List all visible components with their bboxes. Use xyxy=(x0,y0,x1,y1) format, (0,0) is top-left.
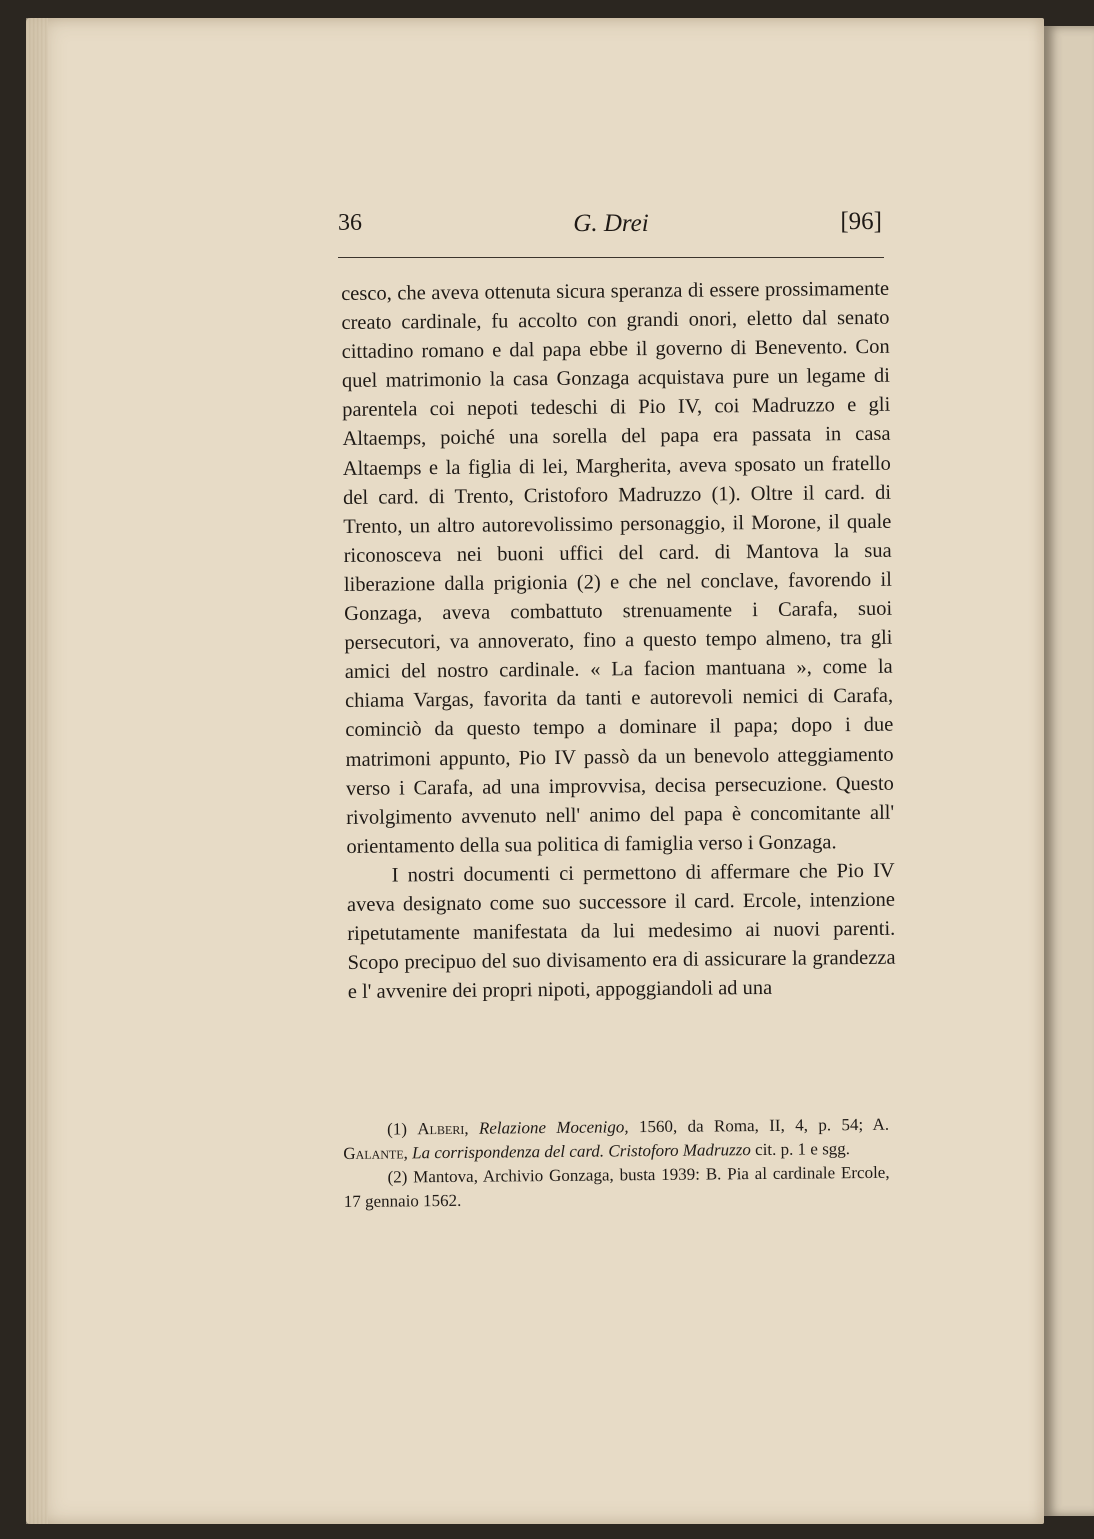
footnote-2-text: Mantova, Archivio Gonzaga, busta 1939: B. Pia al cardinale Ercole, 17 gennaio 1562. xyxy=(343,1162,890,1211)
running-head: G. Drei xyxy=(573,210,649,237)
section-reference: [96] xyxy=(840,208,882,235)
footnote-1-details: 1560, da Roma, II, 4, p. 54; A. xyxy=(638,1114,890,1137)
paragraph-2: I nostri documenti ci permettono di affermare che Pio IV aveva designato come suo successore il card. Ercole, intenzione ripetutamente manifestata da lui medesimo ai nuovi parenti. Scopo precipuo del suo divisamento era di assicurare la grandezza e l' avvenire dei propri nipoti, appoggiandoli ad una xyxy=(346,859,896,1004)
footnote-1-author: Alberi, xyxy=(417,1118,469,1139)
footnote-1-author-2: Galante, xyxy=(343,1143,408,1163)
page-stack-edge xyxy=(26,18,48,1524)
footnotes xyxy=(343,1113,890,1214)
footnote-1 xyxy=(343,1113,889,1166)
header-rule xyxy=(338,257,884,258)
footnote-1-details-2: cit. p. 1 e sgg. xyxy=(755,1139,851,1160)
page-number: 36 xyxy=(338,210,362,236)
footnote-2-marker: (2) xyxy=(387,1167,408,1187)
footnote-1-title-2: La corrispondenza del card. Cristoforo Madruzzo xyxy=(412,1140,751,1163)
paragraph-1: cesco, che aveva ottenuta sicura speranza di essere prossimamente creato cardinale, fu accolto con grandi onori, eletto dal senato cittadino romano e dal papa ebbe il governo di Benevento. Con quel matrimonio la casa Gonzaga acquistava pure un legame di parentela coi nepoti tedeschi di Pio IV, coi Madruzzo e gli Altaemps, poiché una sorella del papa era passata in casa Altaemps e la figlia di lei, Margherita, aveva sposato un fratello del card. di Trento, Cristoforo Madruzzo (1). Oltre il card. di Trento, un altro autorevolissimo personaggio, il Morone, il quale riconosceva nei buoni uffici del card. di Mantova la sua liberazione dalla prigionia (2) e che nel conclave, favorendo il Gonzaga, aveva combattuto strenuamente i Carafa, suoi persecutori, va annoverato, fino a questo tempo almeno, tra gli amici del nostro cardinale. « La facion mantuana », come la chiama Vargas, favorita da tanti e autorevoli nemici di Carafa, cominciò da questo tempo a dominare il papa; dopo i due matrimoni appunto, Pio IV passò da un benevolo atteggiamento verso i Carafa, ad una improvvisa, decisa persecuzione. Questo rivolgimento avvenuto nell' animo del papa è concomitante all' orientamento della sua politica di famiglia verso i Gonzaga. xyxy=(341,277,895,858)
page-header xyxy=(338,206,884,246)
footnote-1-marker: (1) xyxy=(387,1119,408,1139)
facing-page-edge xyxy=(1044,26,1094,1516)
main-text xyxy=(341,275,896,1008)
footnote-1-title: Relazione Mocenigo, xyxy=(478,1117,629,1138)
footnote-2 xyxy=(343,1161,889,1214)
